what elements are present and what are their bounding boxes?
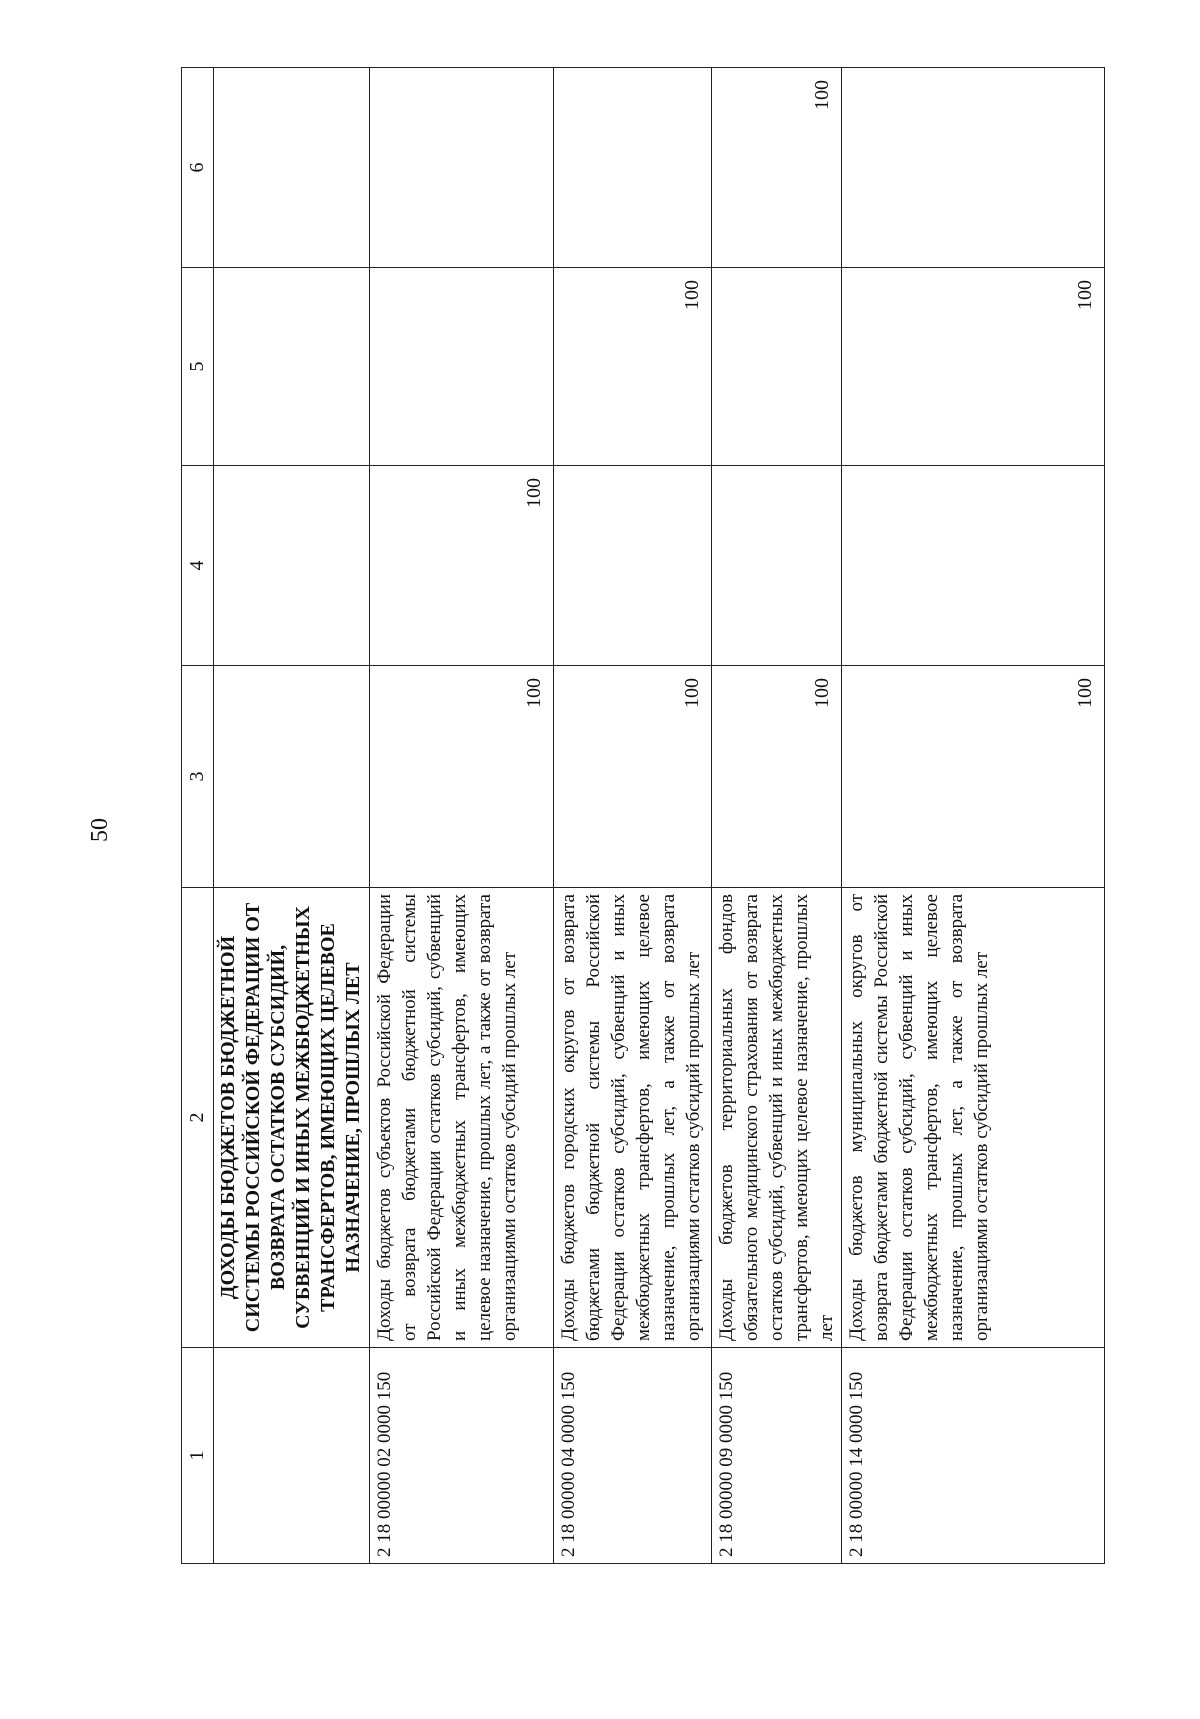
header-col-1: 1 [182, 1348, 214, 1564]
row-value-col-3: 100 [712, 666, 842, 888]
row-value-col-5: 100 [554, 268, 712, 466]
row-value-col-4 [554, 466, 712, 666]
row-code: 2 18 00000 04 0000 150 [554, 1348, 712, 1564]
row-description: Доходы бюджетов субъектов Российской Федерации от возврата бюджетами бюджетной системы Российской Федерации остатков субсидий, субвенций и иных межбюджетных трансфертов, имеющих целевое назначение, прошлых лет, а также от возврата организациями остатков субсидий прошлых лет [370, 888, 554, 1348]
row-value-col-6 [370, 68, 554, 268]
row-code: 2 18 00000 02 0000 150 [370, 1348, 554, 1564]
row-value-col-5 [370, 268, 554, 466]
header-col-5: 5 [182, 268, 214, 466]
row-value-col-6 [214, 68, 370, 268]
header-col-2: 2 [182, 888, 214, 1348]
header-col-3: 3 [182, 666, 214, 888]
table-row [370, 68, 554, 1564]
revenue-table [181, 67, 1105, 1564]
row-value-col-4 [214, 466, 370, 666]
row-description: ДОХОДЫ БЮДЖЕТОВ БЮДЖЕТНОЙ СИСТЕМЫ РОССИЙСКОЙ ФЕДЕРАЦИИ ОТ ВОЗВРАТА ОСТАТКОВ СУБСИДИЙ, СУБВЕНЦИЙ И ИНЫХ МЕЖБЮДЖЕТНЫХ ТРАНСФЕРТОВ, ИМЕЮЩИХ ЦЕЛЕВОЕ НАЗНАЧЕНИЕ, ПРОШЛЫХ ЛЕТ [214, 888, 370, 1348]
page-number: 50 [87, 818, 113, 842]
row-value-col-4: 100 [370, 466, 554, 666]
row-value-col-4 [842, 466, 1105, 666]
table-row [712, 68, 842, 1564]
row-description: Доходы бюджетов городских округов от возврата бюджетами бюджетной системы Российской Федерации остатков субсидий, субвенций и иных межбюджетных трансфертов, имеющих целевое назначение, прошлых лет, а также от возврата организациями остатков субсидий прошлых лет [554, 888, 712, 1348]
row-value-col-5 [712, 268, 842, 466]
row-code: 2 18 00000 14 0000 150 [842, 1348, 1105, 1564]
header-row [182, 68, 214, 1564]
header-col-6: 6 [182, 68, 214, 268]
row-description: Доходы бюджетов муниципальных округов от возврата бюджетами бюджетной системы Российской Федерации остатков субсидий, субвенций и иных межбюджетных трансфертов, имеющих целевое назначение, прошлых лет, а также от возврата организациями остатков субсидий прошлых лет [842, 888, 1105, 1348]
row-code: 2 18 00000 09 0000 150 [712, 1348, 842, 1564]
table-row [554, 68, 712, 1564]
rotated-table-wrapper [181, 68, 1105, 1564]
row-value-col-6: 100 [712, 68, 842, 268]
row-value-col-5: 100 [842, 268, 1105, 466]
row-value-col-3: 100 [554, 666, 712, 888]
row-value-col-6 [554, 68, 712, 268]
row-value-col-3: 100 [370, 666, 554, 888]
row-code [214, 1348, 370, 1564]
row-value-col-6 [842, 68, 1105, 268]
table-row [214, 68, 370, 1564]
row-value-col-3 [214, 666, 370, 888]
row-value-col-4 [712, 466, 842, 666]
row-value-col-5 [214, 268, 370, 466]
table-row [842, 68, 1105, 1564]
header-col-4: 4 [182, 466, 214, 666]
row-value-col-3: 100 [842, 666, 1105, 888]
row-description: Доходы бюджетов территориальных фондов обязательного медицинского страхования от возврата остатков субсидий, субвенций и иных межбюджетных трансфертов, имеющих целевое назначение, прошлых лет [712, 888, 842, 1348]
